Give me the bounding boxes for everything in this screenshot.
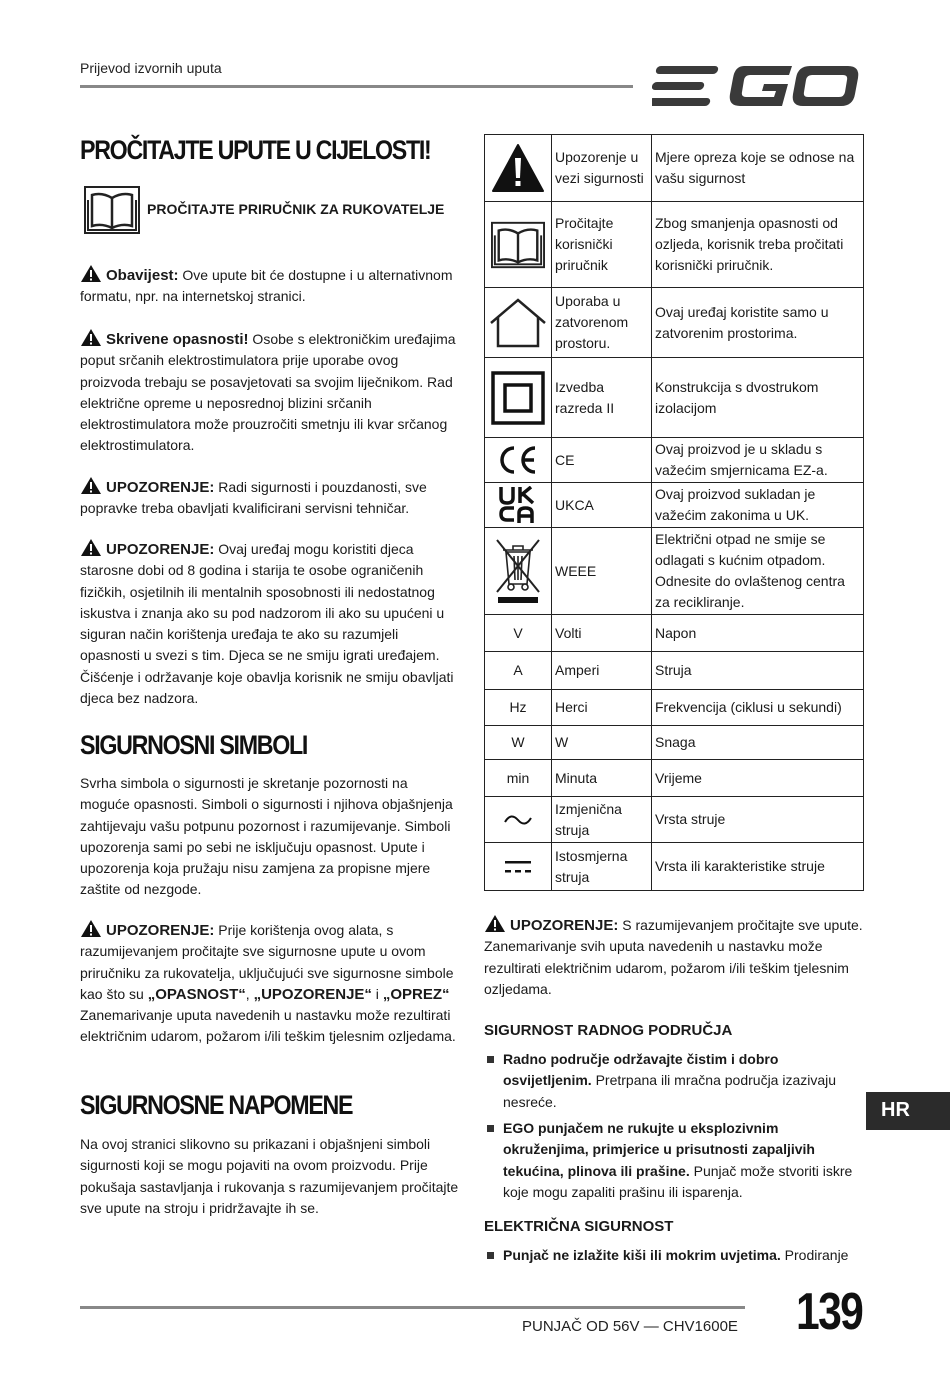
heading-read-instructions: PROČITAJTE UPUTE U CIJELOSTI! xyxy=(80,135,431,165)
footer-divider xyxy=(80,1306,745,1309)
warning-label: UPOZORENJE: xyxy=(510,917,619,934)
list-item xyxy=(484,1245,864,1266)
notice-text: Ove upute bit će dostupne i u alternativnom formatu, npr. na internetskoj stranici. xyxy=(80,267,453,305)
warning-icon xyxy=(80,328,102,347)
hidden-dangers-label: Skrivene opasnosti! xyxy=(106,331,249,348)
symbol-name: Minuta xyxy=(552,760,652,797)
table-row xyxy=(485,690,864,726)
table-row xyxy=(485,135,864,202)
warning-icon xyxy=(80,476,102,495)
heading-safety-symbols: SIGURNOSNI SIMBOLI xyxy=(80,730,308,760)
symbol-cell xyxy=(485,358,552,438)
minute-symbol: min xyxy=(485,760,552,797)
symbol-name: WEEE xyxy=(552,528,652,615)
warning-consequences-text: Zanemarivanje uputa navedenih u nastavku može rezultirati električnim udarom, požarom i/ili teškim tjelesnim ozljedama. xyxy=(80,1007,456,1045)
symbol-cell xyxy=(485,438,552,483)
warning-triangle-icon xyxy=(490,142,546,194)
symbol-cell xyxy=(485,135,552,202)
warning-icon xyxy=(484,914,506,933)
symbol-desc: Zbog smanjenja opasnosti od ozljeda, korisnik treba pročitati korisnički priručnik. xyxy=(652,202,864,288)
symbol-desc: Ovaj proizvod je u skladu s važećim smjernicama EZ-a. xyxy=(652,438,864,483)
symbols-intro-text: Svrha simbola o sigurnosti je skretanje pozornosti na moguće opasnosti. Simboli o sigurnosti i njihova objašnjenja zahtijevaju vašu potpunu pozornost i razumijevanje. Simboli upozorenja sami po sebi ne isključuju opasnost. Upute i upozorenja koja pružaju nisu zamjena za propisne mjere zaštite od nezgode. xyxy=(80,775,453,898)
warning-children-text: Ovaj uređaj mogu koristiti djeca starosne dobi od 8 godina i starija te osobe ograničenih fizičkih, osjetilnih ili mentalnih sposobnosti ili nedostatnog iskustva i znanja ako su pod nadzorom ili ako su upućeni u siguran način korištenja uređaja te ako su razumjeli opasnosti u svezi s tim. Djeca se ne smiju igrati uređajem. Čišćenje i održavanje koje obavlja korisnik ne smiju obavljati djeca bez nadzora. xyxy=(80,541,454,707)
warning-label: UPOZORENJE: xyxy=(106,922,215,939)
table-row xyxy=(485,288,864,358)
symbol-name: UKCA xyxy=(552,483,652,528)
symbol-name: Upozorenje u vezi sigurnosti xyxy=(552,135,652,202)
table-row xyxy=(485,438,864,483)
warning-icon xyxy=(80,919,102,938)
ukca-mark-icon xyxy=(498,486,538,524)
table-row xyxy=(485,528,864,615)
warning-icon xyxy=(80,538,102,557)
work-area-heading: SIGURNOST RADNOG PODRUČJA xyxy=(484,1022,733,1039)
bullet-text: Prodiranje xyxy=(780,1247,849,1263)
symbol-cell xyxy=(485,528,552,615)
symbol-desc: Napon xyxy=(652,615,864,652)
electrical-safety-heading: ELEKTRIČNA SIGURNOST xyxy=(484,1218,674,1235)
hidden-dangers-text: Osobe s elektroničkim uređajima poput srčanih elektrostimulatora prije uporabe ovog proizvoda trebaju se posavjetovati sa svojim liječnikom. Rad električne opreme u neposrednoj blizini srčanih elektrostimulatora može prouzročiti smetnju ili kvar srčanog elektrostimulatora. xyxy=(80,331,456,454)
warning-icon xyxy=(80,264,102,283)
symbol-cell xyxy=(485,202,552,288)
warning-label: UPOZORENJE: xyxy=(106,541,215,558)
page-number: 139 xyxy=(796,1283,863,1341)
table-row xyxy=(485,726,864,760)
symbol-desc: Vrsta struje xyxy=(652,797,864,843)
symbol-desc: Ovaj proizvod sukladan je važećim zakonima u UK. xyxy=(652,483,864,528)
symbol-name: Herci xyxy=(552,690,652,726)
heading-safety-notes: SIGURNOSNE NAPOMENE xyxy=(80,1090,353,1120)
symbol-name: Izvedba razreda II xyxy=(552,358,652,438)
indoor-house-icon xyxy=(488,297,548,349)
table-row xyxy=(485,202,864,288)
symbol-desc: Vrsta ili karakteristike struje xyxy=(652,843,864,891)
symbol-cell xyxy=(485,797,552,843)
volt-symbol: V xyxy=(485,615,552,652)
table-row xyxy=(485,483,864,528)
symbol-desc: Struja xyxy=(652,652,864,690)
warning-children-paragraph xyxy=(80,538,460,709)
symbols-table xyxy=(484,134,864,891)
symbol-desc: Vrijeme xyxy=(652,760,864,797)
symbol-desc: Mjere opreza koje se odnose na vašu sigurnost xyxy=(652,135,864,202)
notice-label: Obavijest: xyxy=(106,267,179,284)
symbol-name: W xyxy=(552,726,652,760)
keyword-warning: „UPOZORENJE“ xyxy=(253,985,372,1003)
read-manual-icon xyxy=(84,186,140,234)
list-item xyxy=(484,1118,864,1203)
ce-mark-icon xyxy=(497,445,539,475)
keyword-caution: „OPREZ“ xyxy=(382,985,450,1003)
table-row xyxy=(485,652,864,690)
list-item xyxy=(484,1049,864,1113)
symbol-desc: Konstrukcija s dvostrukom izolacijom xyxy=(652,358,864,438)
keyword-danger: „OPASNOST“ xyxy=(147,985,246,1003)
hidden-dangers-paragraph xyxy=(80,328,460,457)
warning-read-all-paragraph xyxy=(80,919,460,1048)
hertz-symbol: Hz xyxy=(485,690,552,726)
symbol-name: Istosmjerna struja xyxy=(552,843,652,891)
table-row xyxy=(485,760,864,797)
class-ii-icon xyxy=(491,371,545,425)
header-title: Prijevod izvornih uputa xyxy=(80,60,222,76)
bullet-bold-text: Radno područje održavajte čistim i dobro osvijetljenim. xyxy=(503,1051,779,1089)
table-row xyxy=(485,615,864,652)
separator: , xyxy=(245,985,254,1002)
symbol-desc: Ovaj uređaj koristite samo u zatvorenim prostorima. xyxy=(652,288,864,358)
bullet-text: Punjač može stvoriti iskre koje mogu zapaliti prašinu ili isparenja. xyxy=(503,1162,853,1200)
notice-paragraph xyxy=(80,264,460,308)
symbol-name: Uporaba u zatvorenom prostoru. xyxy=(552,288,652,358)
symbol-name: Izmjenična struja xyxy=(552,797,652,843)
right-warning-text: S razumijevanjem pročitajte sve upute. Zanemarivanje svih uputa navedenih u nastavku može rezultirati električnim udarom, požarom i/ili teškim tjelesnim ozljedama. xyxy=(484,917,863,997)
ampere-symbol: A xyxy=(485,652,552,690)
symbol-cell xyxy=(485,483,552,528)
symbol-cell xyxy=(485,843,552,891)
watt-symbol: W xyxy=(485,726,552,760)
symbol-desc: Snaga xyxy=(652,726,864,760)
symbol-cell xyxy=(485,288,552,358)
warning-service-text: Radi sigurnosti i pouzdanosti, sve popravke treba obavljati kvalificirani servisni tehničar. xyxy=(80,479,427,517)
symbol-name: Volti xyxy=(552,615,652,652)
table-row xyxy=(485,843,864,891)
warning-service-paragraph xyxy=(80,476,460,520)
symbol-desc: Frekvencija (ciklusi u sekundi) xyxy=(652,690,864,726)
symbol-name: Amperi xyxy=(552,652,652,690)
safety-notes-text: Na ovoj stranici slikovno su prikazani i objašnjeni simboli sigurnosti koji se mogu pojaviti na ovom proizvodu. Prije pokušaja sastavljanja i rukovanja s razumijevanjem pročitajte sve upute na stroju i pridržavajte ih se. xyxy=(80,1136,459,1216)
header-divider xyxy=(80,85,633,88)
language-tab: HR xyxy=(866,1092,950,1130)
right-warning-paragraph xyxy=(484,914,864,1000)
symbol-name: Pročitajte korisnički priručnik xyxy=(552,202,652,288)
table-row xyxy=(485,358,864,438)
warning-read-all-text: Prije korištenja ovog alata, s razumijevanjem pročitajte sve sigurnosne upute u ovom priručniku za rukovatelja, uključujući sve sigurnosne simbole kao što su xyxy=(80,922,454,1002)
bullet-text: Pretrpana ili mračna područja izazivaju nesreće. xyxy=(503,1072,837,1110)
dc-icon xyxy=(503,858,533,876)
ac-wave-icon xyxy=(503,812,533,828)
read-manual-icon xyxy=(491,221,545,269)
symbol-name: CE xyxy=(552,438,652,483)
symbol-desc: Električni otpad ne smije se odlagati s kućnim otpadom. Odnesite do ovlaštenog centra za recikliranje. xyxy=(652,528,864,615)
bullet-bold-text: EGO punjačem ne rukujte u eksplozivnim okruženjima, primjerice u prisutnosti zapaljivih tekućina, plinova ili prašine. xyxy=(503,1120,815,1179)
separator: i xyxy=(371,985,383,1002)
read-manual-label: PROČITAJTE PRIRUČNIK ZA RUKOVATELJE xyxy=(147,201,445,217)
warning-label: UPOZORENJE: xyxy=(106,479,215,496)
table-row xyxy=(485,797,864,843)
footer-product: PUNJAČ OD 56V — CHV1600E xyxy=(522,1318,738,1335)
bullet-bold-text: Punjač ne izlažite kiši ili mokrim uvjetima. xyxy=(503,1247,781,1263)
weee-bin-icon xyxy=(493,536,543,606)
ego-logo xyxy=(652,62,862,110)
